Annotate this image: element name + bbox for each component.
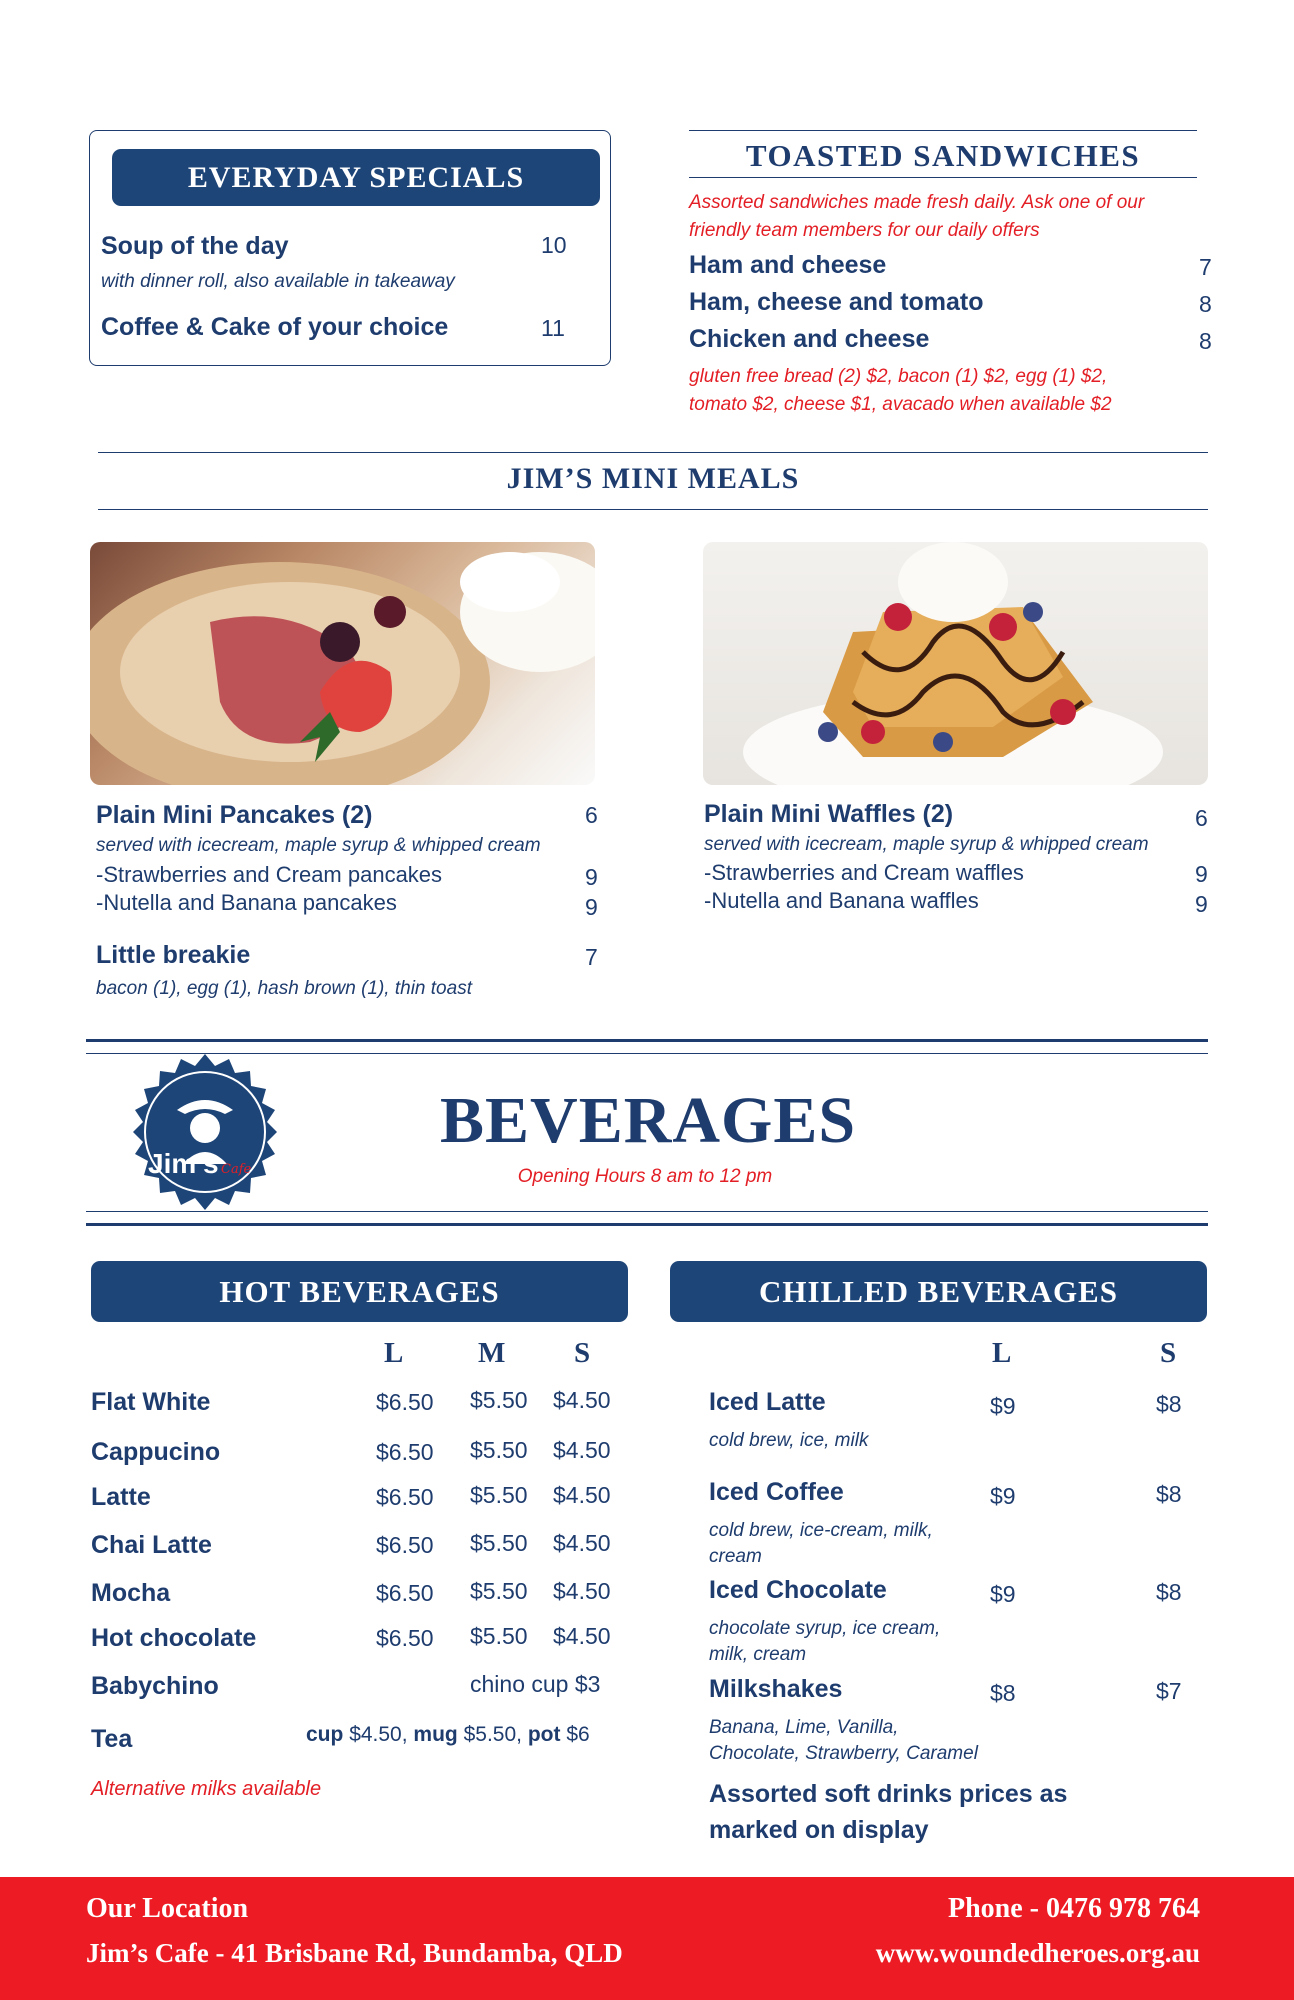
waffles-name: Plain Mini Waffles (2) bbox=[704, 800, 954, 828]
divider bbox=[98, 452, 1208, 453]
pancakes-option-price: 9 bbox=[585, 864, 598, 890]
size-header-s: S bbox=[1160, 1337, 1177, 1369]
divider bbox=[98, 509, 1208, 510]
sandwiches-extras: tomato $2, cheese $1, avacado when available $2 bbox=[689, 394, 1112, 415]
hot-price-l: $6.50 bbox=[376, 1625, 434, 1651]
waffles-option-price: 9 bbox=[1195, 861, 1208, 887]
hot-price-m: $5.50 bbox=[470, 1482, 528, 1508]
opening-hours: Opening Hours 8 am to 12 pm bbox=[517, 1166, 773, 1187]
hot-price-s: $4.50 bbox=[553, 1387, 611, 1413]
footer-address: Jim’s Cafe - 41 Brisbane Rd, Bundamba, QLD bbox=[86, 1938, 623, 1968]
chilled-price-s: $8 bbox=[1156, 1481, 1182, 1507]
divider bbox=[86, 1039, 1208, 1042]
hot-item-name: Chai Latte bbox=[91, 1531, 212, 1559]
chilled-item-desc: cold brew, ice-cream, milk, bbox=[709, 1520, 933, 1541]
tea-cup-label: cup bbox=[306, 1723, 344, 1746]
milk-note: Alternative milks available bbox=[91, 1778, 322, 1800]
waffles-option-price: 9 bbox=[1195, 891, 1208, 917]
chilled-item-desc: Chocolate, Strawberry, Caramel bbox=[709, 1743, 978, 1764]
specials-item-price: 11 bbox=[541, 315, 565, 341]
size-header-l: L bbox=[992, 1337, 1012, 1369]
hot-price-m: $5.50 bbox=[470, 1578, 528, 1604]
chilled-item-desc: Banana, Lime, Vanilla, bbox=[709, 1717, 899, 1738]
tea-pot-price: $6 bbox=[566, 1723, 590, 1746]
hot-price-s: $4.50 bbox=[553, 1530, 611, 1556]
soft-drinks-note: Assorted soft drinks prices as bbox=[709, 1780, 1068, 1808]
breakie-name: Little breakie bbox=[96, 941, 251, 969]
chilled-price-s: $8 bbox=[1156, 1391, 1182, 1417]
chilled-item-desc: cold brew, ice, milk bbox=[709, 1430, 869, 1451]
chilled-price-l: $9 bbox=[990, 1393, 1016, 1419]
footer-location-label: Our Location bbox=[86, 1893, 249, 1924]
chilled-price-l: $9 bbox=[990, 1483, 1016, 1509]
pancakes-option: -Strawberries and Cream pancakes bbox=[96, 862, 443, 887]
pancakes-name: Plain Mini Pancakes (2) bbox=[96, 801, 373, 829]
soft-drinks-note: marked on display bbox=[709, 1816, 929, 1844]
waffles-desc: served with icecream, maple syrup & whipped cream bbox=[704, 834, 1149, 855]
specials-item-name: Coffee & Cake of your choice bbox=[101, 313, 449, 341]
specials-item-name: Soup of the day bbox=[101, 232, 289, 260]
hot-price-l: $6.50 bbox=[376, 1532, 434, 1558]
hot-item-name: Latte bbox=[91, 1483, 151, 1511]
tea-mug-label: mug bbox=[413, 1723, 458, 1746]
hot-price-m: $5.50 bbox=[470, 1387, 528, 1413]
hot-price-l: $6.50 bbox=[376, 1580, 434, 1606]
hot-item-name: Mocha bbox=[91, 1579, 171, 1607]
sandwiches-extras: gluten free bread (2) $2, bacon (1) $2, egg (1) $2, bbox=[689, 366, 1108, 387]
hot-price-s: $4.50 bbox=[553, 1578, 611, 1604]
chilled-item-name: Iced Coffee bbox=[709, 1478, 844, 1506]
hot-item-name: Babychino bbox=[91, 1672, 219, 1700]
hot-price-s: $4.50 bbox=[553, 1437, 611, 1463]
hot-beverages-title: HOT BEVERAGES bbox=[91, 1261, 628, 1322]
pancakes-price: 6 bbox=[585, 802, 598, 828]
sandwich-name: Ham and cheese bbox=[689, 251, 887, 279]
sandwich-name: Ham, cheese and tomato bbox=[689, 288, 984, 316]
hot-price-l: $6.50 bbox=[376, 1484, 434, 1510]
divider bbox=[689, 177, 1197, 178]
chilled-price-l: $8 bbox=[990, 1680, 1016, 1706]
breakie-desc: bacon (1), egg (1), hash brown (1), thin toast bbox=[96, 978, 472, 999]
sandwich-name: Chicken and cheese bbox=[689, 325, 930, 353]
beverages-title: BEVERAGES bbox=[440, 1084, 857, 1157]
pancakes-option: -Nutella and Banana pancakes bbox=[96, 890, 397, 915]
logo-script: Cafe bbox=[221, 1162, 252, 1177]
hot-item-name: Tea bbox=[91, 1725, 133, 1753]
specials-title: EVERYDAY SPECIALS bbox=[112, 149, 600, 206]
size-header-m: M bbox=[478, 1337, 506, 1369]
waffles-photo bbox=[703, 542, 1208, 785]
logo-text: Jim’s bbox=[148, 1148, 219, 1179]
chilled-price-s: $7 bbox=[1156, 1678, 1182, 1704]
hot-item-name: Flat White bbox=[91, 1388, 211, 1416]
hot-item-name: Hot chocolate bbox=[91, 1624, 257, 1652]
specials-item-desc: with dinner roll, also available in takeaway bbox=[101, 271, 455, 292]
specials-item-price: 10 bbox=[541, 232, 567, 258]
pancakes-option-price: 9 bbox=[585, 894, 598, 920]
size-header-s: S bbox=[574, 1337, 591, 1369]
hot-item-name: Cappucino bbox=[91, 1438, 221, 1466]
tea-prices bbox=[306, 1723, 590, 1747]
tea-pot-label: pot bbox=[527, 1723, 561, 1746]
waffles-option: -Nutella and Banana waffles bbox=[704, 888, 979, 913]
chilled-item-desc: chocolate syrup, ice cream, bbox=[709, 1618, 941, 1639]
waffles-price: 6 bbox=[1195, 805, 1208, 831]
chilled-item-name: Milkshakes bbox=[709, 1675, 843, 1703]
size-header-l: L bbox=[384, 1337, 404, 1369]
hot-price-l: $6.50 bbox=[376, 1439, 434, 1465]
hot-price-m: $5.50 bbox=[470, 1623, 528, 1649]
chilled-price-s: $8 bbox=[1156, 1579, 1182, 1605]
divider bbox=[86, 1211, 1208, 1212]
tea-cup-price: $4.50, bbox=[349, 1723, 408, 1746]
divider bbox=[86, 1223, 1208, 1226]
pancakes-photo bbox=[90, 542, 595, 785]
cafe-logo bbox=[125, 1052, 285, 1212]
tea-mug-price: $5.50, bbox=[463, 1723, 522, 1746]
sandwich-price: 8 bbox=[1199, 328, 1212, 354]
mini-meals-title: JIM’S MINI MEALS bbox=[506, 462, 800, 495]
sandwiches-intro: Assorted sandwiches made fresh daily. Ask one of our bbox=[689, 192, 1145, 213]
chilled-beverages-title: CHILLED BEVERAGES bbox=[670, 1261, 1207, 1322]
chilled-item-desc: cream bbox=[709, 1546, 762, 1567]
hot-price-l: $6.50 bbox=[376, 1389, 434, 1415]
waffles-option: -Strawberries and Cream waffles bbox=[704, 860, 1024, 885]
chilled-price-l: $9 bbox=[990, 1581, 1016, 1607]
pancakes-desc: served with icecream, maple syrup & whipped cream bbox=[96, 835, 541, 856]
chilled-item-desc: milk, cream bbox=[709, 1644, 807, 1665]
sandwiches-title: TOASTED SANDWICHES bbox=[745, 138, 1141, 173]
chilled-item-name: Iced Chocolate bbox=[709, 1576, 887, 1604]
divider bbox=[689, 130, 1197, 131]
footer-website[interactable]: www.woundedheroes.org.au bbox=[875, 1938, 1200, 1968]
breakie-price: 7 bbox=[585, 944, 598, 970]
hot-price-s: $4.50 bbox=[553, 1623, 611, 1649]
sandwiches-intro: friendly team members for our daily offers bbox=[689, 220, 1040, 241]
hot-price-m: $5.50 bbox=[470, 1530, 528, 1556]
hot-item-price: chino cup $3 bbox=[470, 1671, 601, 1697]
hot-price-s: $4.50 bbox=[553, 1482, 611, 1508]
footer-phone: Phone - 0476 978 764 bbox=[948, 1893, 1200, 1924]
hot-price-m: $5.50 bbox=[470, 1437, 528, 1463]
chilled-item-name: Iced Latte bbox=[709, 1388, 826, 1416]
sandwich-price: 7 bbox=[1199, 254, 1212, 280]
sandwich-price: 8 bbox=[1199, 291, 1212, 317]
